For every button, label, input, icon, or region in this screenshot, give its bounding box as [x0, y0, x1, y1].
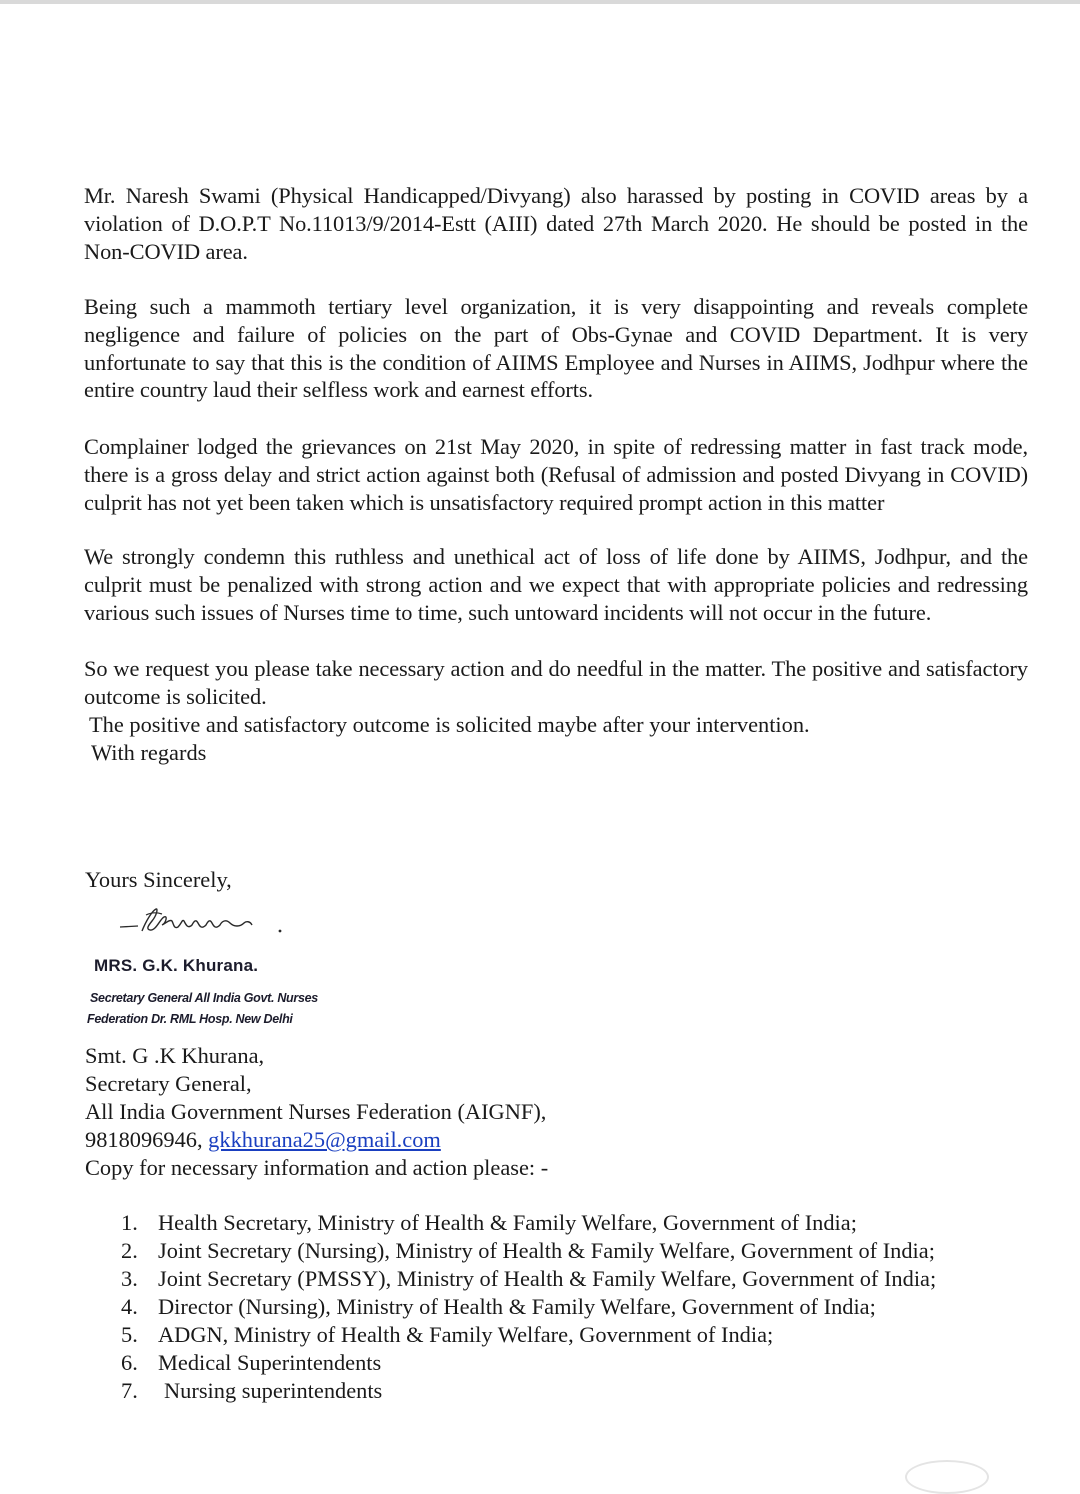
paragraph-posting-violation: Mr. Naresh Swami (Physical Handicapped/Divyang) also harassed by posting in COVID areas by a violation of D.O.P.T No.11013/9/2014-Estt (AIII) dated 27th March 2020. He should be posted in the Non-COVID area. [84, 183, 1028, 264]
copy-item-text: Director (Nursing), Ministry of Health & Family Welfare, Government of India; [158, 1294, 876, 1319]
copy-item-text: Health Secretary, Ministry of Health & Family Welfare, Government of India; [158, 1210, 857, 1235]
copy-item-text: Joint Secretary (Nursing), Ministry of Health & Family Welfare, Government of India; [158, 1238, 935, 1263]
closing-salutation: Yours Sincerely, [85, 867, 232, 892]
stamp-address-line: Federation Dr. RML Hosp. New Delhi [87, 1012, 293, 1026]
signatory-organization: All India Government Nurses Federation (AIGNF), [85, 1099, 547, 1124]
corner-watermark [905, 1460, 989, 1494]
signatory-name: Smt. G .K Khurana, [85, 1043, 265, 1068]
signatory-phone: 9818096946, [85, 1127, 203, 1152]
copy-item-number: 4. [121, 1294, 138, 1319]
signatory-title: Secretary General, [85, 1071, 252, 1096]
copy-heading: Copy for necessary information and action please: - [85, 1155, 549, 1180]
copy-item-text: Joint Secretary (PMSSY), Ministry of Health & Family Welfare, Government of India; [158, 1266, 937, 1291]
copy-item-number: 5. [121, 1322, 138, 1347]
copy-item-text: Medical Superintendents [158, 1350, 382, 1375]
paragraph-request: So we request you please take necessary action and do needful in the matter. The positive and satisfactory outcome is solicited. [84, 656, 1028, 709]
signatory-email-link[interactable]: gkkhurana25@gmail.com [208, 1127, 441, 1152]
paragraph-outcome: The positive and satisfactory outcome is solicited maybe after your intervention. [89, 712, 810, 737]
copy-item-number: 7. [121, 1378, 138, 1403]
regards-line: With regards [91, 740, 207, 765]
copy-item-number: 2. [121, 1238, 138, 1263]
paragraph-disappointment: Being such a mammoth tertiary level organization, it is very disappointing and reveals complete negligence and failure of policies on the part of Obs-Gynae and COVID Department. It is very unfortunate to say that this is the condition of AIIMS Employee and Nurses in AIIMS, Jodhpur where the entire country laud their selfless work and earnest efforts. [84, 294, 1028, 403]
copy-item-text: ADGN, Ministry of Health & Family Welfare, Government of India; [158, 1322, 774, 1347]
copy-item-number: 6. [121, 1350, 138, 1375]
stamp-designation-line: Secretary General All India Govt. Nurses [90, 991, 318, 1005]
copy-item-number: 3. [121, 1266, 138, 1291]
copy-item-number: 1. [121, 1210, 138, 1235]
stamp-name: MRS. G.K. Khurana. [94, 956, 259, 975]
copy-item-text: Nursing superintendents [164, 1378, 383, 1403]
handwritten-signature [116, 903, 316, 941]
paragraph-grievance-delay: Complainer lodged the grievances on 21st May 2020, in spite of redressing matter in fast track mode, there is a gross delay and strict action against both (Refusal of admission and posted Divyang in COVID) culprit has not yet been taken which is unsatisfactory required prompt action in this matter [84, 434, 1028, 515]
signatory-contact [85, 1126, 441, 1154]
paragraph-condemnation: We strongly condemn this ruthless and unethical act of loss of life done by AIIMS, Jodhpur, and the culprit must be penalized with strong action and we expect that with appropriate policies and redressing various such issues of Nurses time to time, such untoward incidents will not occur in the future. [84, 544, 1028, 625]
